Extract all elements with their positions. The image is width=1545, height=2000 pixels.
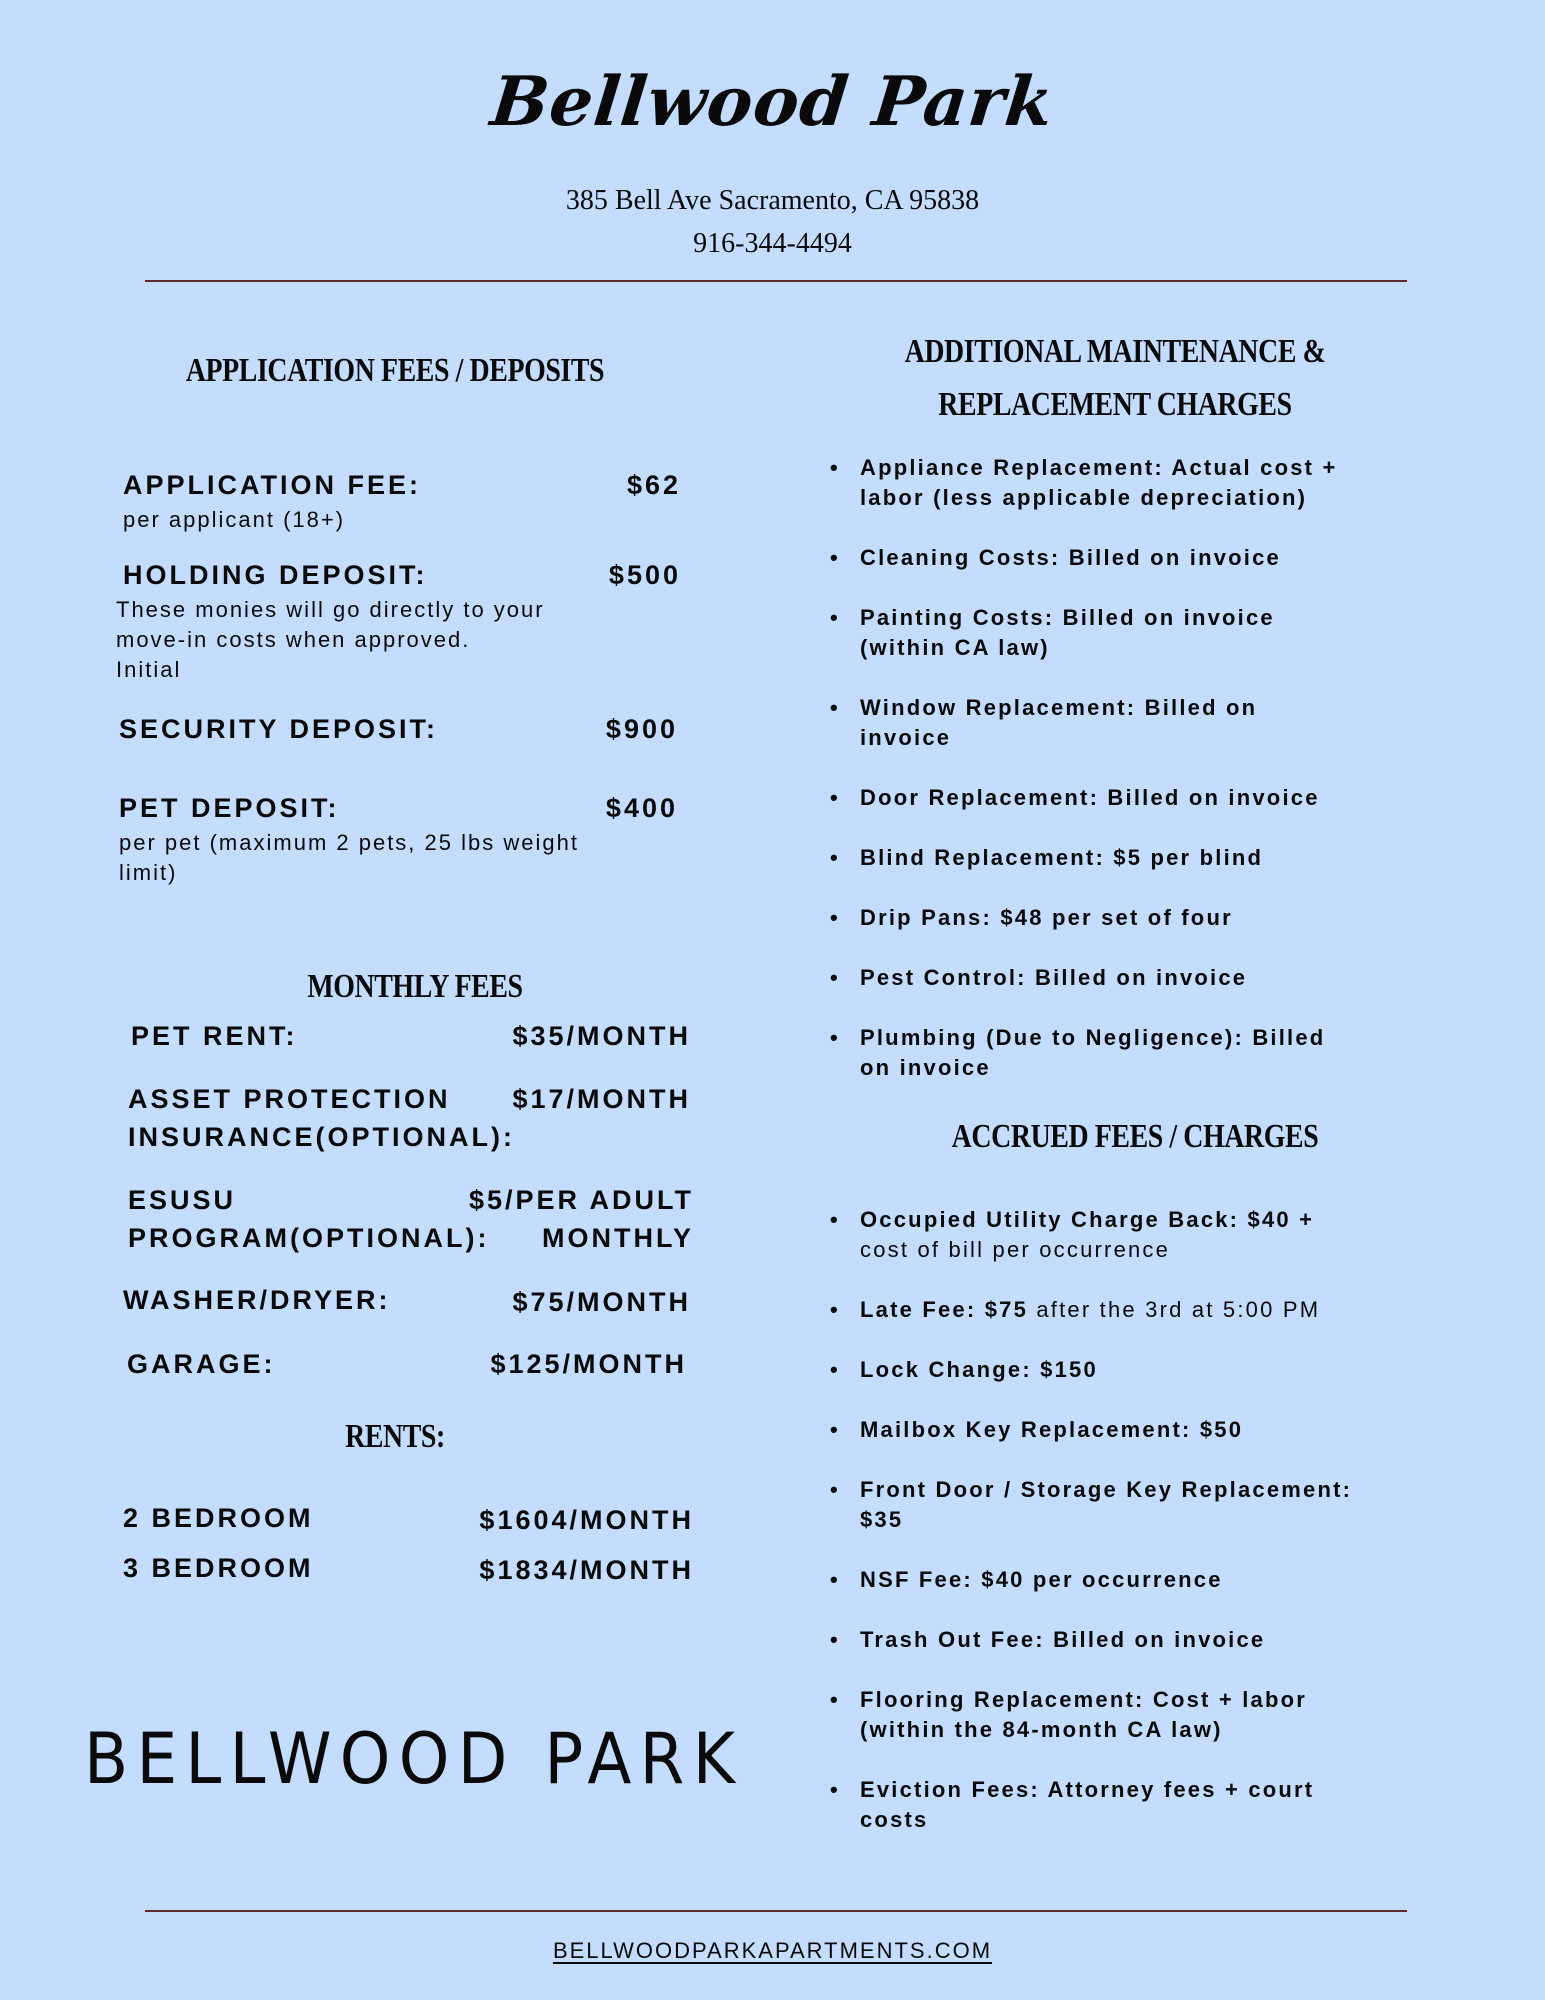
- list-item: • Painting Costs: Billed on invoice (within CA law): [830, 605, 1275, 660]
- bullet-icon: •: [830, 1477, 840, 1502]
- list-item: • Trash Out Fee: Billed on invoice: [824, 1625, 1444, 1655]
- application-fees-heading: APPLICATION FEES / DEPOSITS: [185, 352, 605, 389]
- list-item: • Drip Pans: $48 per set of four: [824, 903, 1424, 933]
- holding-deposit-label: HOLDING DEPOSIT:: [123, 560, 428, 590]
- bullet-icon: •: [830, 965, 840, 990]
- esusu-label: ESUSU PROGRAM(OPTIONAL):: [128, 1185, 490, 1253]
- property-address: 385 Bell Ave Sacramento, CA 95838: [565, 185, 980, 216]
- footer: [0, 1938, 1545, 1964]
- bullet-icon: •: [830, 1777, 840, 1802]
- bullet-icon: •: [830, 1687, 840, 1712]
- rent-3br-label: 3 BEDROOM: [123, 1553, 314, 1583]
- pet-deposit-value: $400: [605, 793, 678, 823]
- property-title: Bellwood Park: [487, 62, 1058, 142]
- list-item: • Plumbing (Due to Negligence): Billed on invoice: [830, 1025, 1326, 1080]
- list-item: • Door Replacement: Billed on invoice: [824, 783, 1424, 813]
- list-item: • Mailbox Key Replacement: $50: [824, 1415, 1444, 1445]
- list-item: • Blind Replacement: $5 per blind: [824, 843, 1424, 873]
- bullet-icon: •: [830, 1627, 840, 1652]
- bullet-icon: •: [830, 455, 840, 480]
- esusu-value: $5/PER ADULT MONTHLY: [468, 1185, 694, 1253]
- holding-deposit-note: These monies will go directly to your move-in costs when approved. Initial: [116, 597, 545, 682]
- list-item: • Appliance Replacement: Actual cost + labor (less applicable depreciation): [830, 455, 1338, 510]
- list-item: • Late Fee: $75 after the 3rd at 5:00 PM: [824, 1295, 1444, 1325]
- application-fee-note: per applicant (18+): [123, 507, 346, 532]
- bullet-icon: •: [830, 1567, 840, 1592]
- asset-protection-label: ASSET PROTECTION INSURANCE(OPTIONAL):: [128, 1084, 515, 1152]
- list-item: • Eviction Fees: Attorney fees + court costs: [830, 1777, 1315, 1832]
- rent-2br-label: 2 BEDROOM: [123, 1503, 314, 1533]
- application-fee-label: APPLICATION FEE:: [123, 470, 422, 500]
- list-item: • Window Replacement: Billed on invoice: [830, 695, 1258, 750]
- bullet-icon: •: [830, 695, 840, 720]
- maintenance-heading: ADDITIONAL MAINTENANCE & REPLACEMENT CHARGES: [904, 333, 1326, 423]
- holding-deposit-value: $500: [608, 560, 681, 590]
- washer-dryer-value: $75/MONTH: [512, 1287, 691, 1317]
- bullet-icon: •: [830, 1297, 840, 1322]
- rent-2br-value: $1604/MONTH: [479, 1505, 694, 1535]
- pet-deposit-label: PET DEPOSIT:: [119, 793, 340, 823]
- pet-rent-value: $35/MONTH: [512, 1021, 691, 1051]
- bullet-icon: •: [830, 545, 840, 570]
- bullet-icon: •: [830, 1207, 840, 1232]
- list-item: • Flooring Replacement: Cost + labor (within the 84-month CA law): [830, 1687, 1308, 1742]
- list-item: • Front Door / Storage Key Replacement: $35: [830, 1477, 1353, 1532]
- accrued-list: [824, 1205, 1444, 1835]
- bullet-icon: •: [830, 905, 840, 930]
- garage-label: GARAGE:: [127, 1349, 276, 1379]
- monthly-fees-heading: MONTHLY FEES: [307, 968, 523, 1005]
- asset-protection-value: $17/MONTH: [512, 1084, 691, 1114]
- accrued-fees-heading: ACCRUED FEES / CHARGES: [951, 1118, 1319, 1155]
- brand-wordmark: BELLWOOD PARK: [84, 1718, 744, 1800]
- property-phone: 916-344-4494: [693, 228, 852, 259]
- washer-dryer-label: WASHER/DRYER:: [123, 1285, 391, 1315]
- maintenance-list: [824, 453, 1424, 1083]
- bullet-icon: •: [830, 1357, 840, 1382]
- footer-divider: [145, 1910, 1407, 1912]
- bullet-icon: •: [830, 785, 840, 810]
- application-fee-value: $62: [626, 470, 681, 500]
- bullet-icon: •: [830, 1025, 840, 1050]
- pet-rent-label: PET RENT:: [131, 1021, 298, 1051]
- pet-deposit-note: per pet (maximum 2 pets, 25 lbs weight limit): [119, 830, 579, 885]
- security-deposit-label: SECURITY DEPOSIT:: [119, 714, 439, 744]
- list-item: • Lock Change: $150: [824, 1355, 1444, 1385]
- header-divider: [145, 280, 1407, 282]
- bullet-icon: •: [830, 845, 840, 870]
- list-item: • Cleaning Costs: Billed on invoice: [824, 543, 1424, 573]
- website-link[interactable]: BELLWOODPARKAPARTMENTS.COM: [552, 1938, 993, 1963]
- bullet-icon: •: [830, 1417, 840, 1442]
- list-item: • Pest Control: Billed on invoice: [824, 963, 1424, 993]
- rents-heading: RENTS:: [345, 1418, 445, 1455]
- garage-value: $125/MONTH: [490, 1349, 687, 1379]
- security-deposit-value: $900: [605, 714, 678, 744]
- list-item: • NSF Fee: $40 per occurrence: [824, 1565, 1444, 1595]
- bullet-icon: •: [830, 605, 840, 630]
- list-item: • Occupied Utility Charge Back: $40 + cost of bill per occurrence: [830, 1207, 1315, 1262]
- rent-3br-value: $1834/MONTH: [479, 1555, 694, 1585]
